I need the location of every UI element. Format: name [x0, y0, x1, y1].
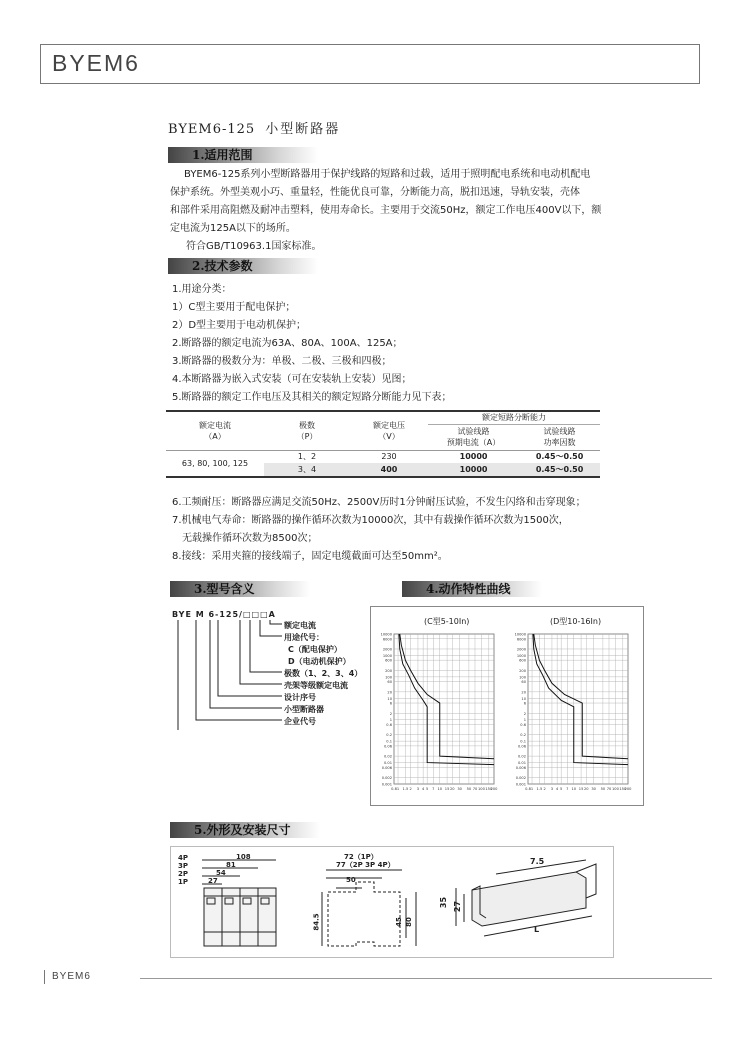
- section-3-title: 3.型号含义: [194, 582, 255, 596]
- y-tick-label: 10: [521, 696, 526, 701]
- section-2-body: [172, 281, 452, 407]
- y-tick-label: 2000: [382, 647, 392, 652]
- x-tick-label: 5: [426, 787, 429, 791]
- s2-line: 4.本断路器为嵌入式安装（可在安装轨上安装）见图；: [172, 374, 412, 385]
- dim-81: 81: [226, 861, 236, 869]
- dim-27-rail: 27: [453, 900, 463, 913]
- x-tick-label: 7: [432, 787, 435, 791]
- s2-after-line: 无载操作循环次数为8500次；: [182, 533, 318, 544]
- pole-2p: 2P: [178, 870, 189, 878]
- th-current: 额定电流 （A）: [199, 420, 231, 441]
- x-tick-label: 3: [550, 787, 554, 791]
- dim-50: 50: [346, 876, 356, 884]
- y-tick-label: 20: [387, 690, 392, 695]
- chart-c-title: (C型5-10In): [424, 617, 470, 626]
- plot-area: [528, 634, 628, 784]
- y-tick-label: 0.006: [515, 765, 526, 770]
- x-tick-label: 30: [457, 787, 462, 791]
- dim-84-5: 84.5: [312, 913, 321, 931]
- s1-line: 定电流为125A以下的场所。: [170, 223, 296, 234]
- label-rated-current: 额定电流: [284, 621, 316, 630]
- x-tick-label: 50: [600, 787, 606, 791]
- s2-line: 2）D型主要用于电动机保护；: [172, 320, 307, 331]
- x-tick-label: 0.8: [525, 787, 531, 791]
- dim-77: 77（2P 3P 4P）: [336, 861, 395, 869]
- s2-line: 2.断路器的额定电流为63A、80A、100A、125A；: [172, 338, 403, 349]
- dim-7-5: 7.5: [530, 857, 545, 866]
- y-tick-label: 100: [519, 675, 526, 680]
- y-tick-label: 6: [523, 701, 526, 706]
- y-tick-label: 10000: [380, 632, 392, 637]
- x-tick-label: 1: [530, 787, 534, 791]
- x-tick-label: 4: [422, 787, 425, 791]
- y-tick-label: 0.06: [383, 744, 392, 749]
- y-tick-label: 10: [387, 696, 392, 701]
- s1-line: 符合GB/T10963.1国家标准。: [186, 241, 322, 252]
- y-tick-label: 2: [523, 711, 526, 716]
- document-title: [168, 118, 340, 137]
- footer-brand: BYEM6: [52, 971, 91, 982]
- section-4-header: [402, 581, 542, 597]
- pole-labels: [178, 854, 188, 886]
- x-tick-label: 50: [466, 787, 472, 791]
- spec-table: [166, 412, 600, 476]
- model-name: BYEM6-125: [168, 122, 256, 137]
- model-code-labels: [284, 620, 362, 728]
- x-tick-label: 15: [444, 787, 450, 791]
- x-tick-label: 15: [578, 787, 584, 791]
- y-tick-label: 0.001: [515, 782, 526, 787]
- y-tick-label: 6: [389, 701, 392, 706]
- label-company: 企业代号: [284, 717, 316, 726]
- x-tick-label: 4: [556, 787, 559, 791]
- section-2-after: [172, 494, 586, 566]
- s2-after-line: 8.接线：采用夹箍的接线端子，固定电缆截面可达至50mm²。: [172, 551, 448, 562]
- y-tick-label: 600: [385, 658, 392, 663]
- td-poles: 1、2: [297, 452, 317, 462]
- x-tick-label: 70: [472, 787, 478, 791]
- th-test-current: 试验线路 预期电流（A）: [446, 427, 501, 447]
- dim-80: 80: [404, 917, 413, 927]
- table-row: [166, 450, 600, 463]
- x-tick-label: 5: [560, 787, 563, 791]
- y-tick-label: 0.01: [517, 761, 526, 766]
- section-5-title: 5.外形及安装尺寸: [194, 823, 291, 837]
- s2-line: 5.断路器的额定工作电压及其相关的额定短路分断能力见下表；: [172, 392, 452, 403]
- x-tick-label: 10: [571, 787, 577, 791]
- x-tick-label: 20: [584, 787, 589, 791]
- y-tick-label: 0.6: [520, 722, 526, 727]
- x-tick-label: 2: [409, 787, 412, 791]
- s2-after-line: 7.机械电气寿命：断路器的操作循环次数为10000次，其中有载操作循环次数为1500次，: [172, 515, 569, 526]
- pole-4p: 4P: [178, 854, 189, 862]
- s1-line: 保护系统。外型美观小巧、重量轻，性能优良可靠，分断能力高，脱扣迅速，导轨安装，壳体: [170, 187, 580, 198]
- y-tick-label: 60: [521, 680, 526, 685]
- th-voltage: 额定电压 （V）: [373, 420, 405, 441]
- x-tick-label: 30: [591, 787, 596, 791]
- x-tick-label: 150: [485, 787, 493, 791]
- y-tick-label: 0.001: [381, 782, 392, 787]
- y-tick-label: 200: [519, 668, 526, 673]
- td-poles: 3、4: [297, 465, 317, 474]
- td-voltage: 400: [380, 465, 398, 474]
- chart-d: [506, 630, 636, 796]
- x-tick-label: 20: [450, 787, 455, 791]
- s2-line: 1）C型主要用于配电保护；: [172, 302, 296, 313]
- y-tick-label: 200: [385, 668, 392, 673]
- dim-35: 35: [439, 896, 449, 909]
- chart-c: [372, 630, 502, 796]
- dim-72: 72（1P）: [344, 853, 378, 861]
- x-tick-label: 200: [624, 787, 632, 791]
- x-tick-label: 100: [612, 787, 619, 791]
- x-tick-label: 150: [619, 787, 627, 791]
- label-use-code: 用途代号：: [284, 633, 324, 642]
- y-tick-label: 1: [389, 718, 392, 723]
- y-tick-label: 0.02: [383, 754, 392, 759]
- td-current: 63, 80, 100, 125: [181, 458, 249, 468]
- y-tick-label: 2: [389, 711, 392, 716]
- y-tick-label: 6000: [382, 637, 392, 642]
- section-3-header: [170, 581, 310, 597]
- y-tick-label: 0.1: [520, 739, 526, 744]
- y-tick-label: 1000: [382, 653, 392, 658]
- y-tick-label: 0.2: [520, 733, 526, 738]
- label-c-type: C（配电保护）: [288, 645, 342, 654]
- x-tick-label: 100: [478, 787, 485, 791]
- x-tick-label: 200: [490, 787, 498, 791]
- s1-line: 和部件采用高阻燃及耐冲击塑料，使用寿命长。主要用于交流50Hz，额定工作电压400V以下，额: [170, 205, 602, 216]
- y-tick-label: 0.1: [386, 739, 392, 744]
- th-power-factor: 试验线路 功率因数: [543, 427, 576, 447]
- plot-area: [394, 634, 494, 784]
- y-tick-label: 6000: [516, 637, 526, 642]
- section-2-title: 2.技术参数: [192, 259, 253, 273]
- y-tick-label: 0.01: [383, 761, 392, 766]
- th-poles: 极数 （P）: [296, 420, 318, 441]
- spec-table-wrap: [166, 410, 600, 478]
- td-pf: 0.45～0.50: [535, 452, 584, 462]
- y-tick-label: 2000: [516, 647, 526, 652]
- dim-27: 27: [208, 877, 218, 885]
- td-test: 10000: [459, 452, 488, 462]
- label-mcb: 小型断路器: [284, 705, 324, 714]
- model-code: BYE M 6-125/□□□A: [172, 610, 276, 619]
- section-1-body: [170, 166, 601, 256]
- section-1-title: 1.适用范围: [192, 148, 253, 162]
- x-tick-label: 10: [437, 787, 443, 791]
- pole-1p: 1P: [178, 878, 189, 886]
- y-tick-label: 0.002: [381, 776, 392, 781]
- y-tick-label: 0.006: [381, 765, 392, 770]
- section-2-header: [168, 258, 318, 274]
- s2-line: 1.用途分类：: [172, 284, 232, 295]
- dim-45: 45: [394, 917, 403, 927]
- y-tick-label: 20: [521, 690, 526, 695]
- x-tick-label: 1.5: [536, 787, 543, 791]
- y-tick-label: 0.06: [517, 744, 526, 749]
- td-pf: 0.45～0.50: [535, 465, 584, 474]
- x-tick-label: 0.8: [391, 787, 397, 791]
- footer-rule: [140, 978, 712, 979]
- th-breaking: 额定短路分断能力: [428, 412, 600, 424]
- label-design-no: 设计序号: [284, 693, 316, 702]
- td-test: 10000: [459, 465, 488, 474]
- s2-line: 3.断路器的极数分为：单极、二极、三极和四极；: [172, 356, 392, 367]
- x-tick-label: 70: [606, 787, 612, 791]
- x-tick-label: 7: [566, 787, 569, 791]
- product-subtitle: 小型断路器: [265, 122, 341, 137]
- s1-line: BYEM6-125系列小型断路器用于保护线路的短路和过载，适用于照明配电系统和电动机配电: [184, 169, 591, 180]
- y-tick-label: 60: [387, 680, 392, 685]
- y-tick-label: 0.02: [517, 754, 526, 759]
- dim-54: 54: [216, 869, 226, 877]
- label-d-type: D（电动机保护）: [288, 657, 351, 666]
- pole-3p: 3P: [178, 862, 189, 870]
- dim-L: L: [534, 925, 540, 934]
- header-brand: BYEM6: [52, 50, 140, 76]
- s2-after-line: 6.工频耐压：断路器应满足交流50Hz、2500V历时1分钟耐压试验，不发生闪络和击穿现象；: [172, 497, 586, 508]
- x-tick-label: 1.5: [402, 787, 409, 791]
- y-tick-label: 1000: [516, 653, 526, 658]
- y-tick-label: 0.002: [515, 776, 526, 781]
- td-voltage: 230: [381, 452, 397, 462]
- y-tick-label: 600: [519, 658, 526, 663]
- label-poles: 极数（1、2、3、4）: [284, 669, 363, 678]
- y-tick-label: 10000: [514, 632, 526, 637]
- y-tick-label: 1: [523, 718, 526, 723]
- section-1-header: [168, 147, 318, 163]
- label-frame-current: 壳架等级额定电流: [284, 681, 348, 690]
- y-tick-label: 100: [385, 675, 392, 680]
- chart-d-title: (D型10-16In): [550, 617, 602, 626]
- x-tick-label: 2: [543, 787, 546, 791]
- dim-108: 108: [236, 853, 251, 861]
- y-tick-label: 0.6: [386, 722, 392, 727]
- footer-divider-mark: [44, 970, 45, 984]
- section-4-title: 4.动作特性曲线: [426, 582, 511, 596]
- x-tick-label: 3: [416, 787, 420, 791]
- y-tick-label: 0.2: [386, 733, 392, 738]
- x-tick-label: 1: [396, 787, 400, 791]
- section-5-header: [170, 822, 320, 838]
